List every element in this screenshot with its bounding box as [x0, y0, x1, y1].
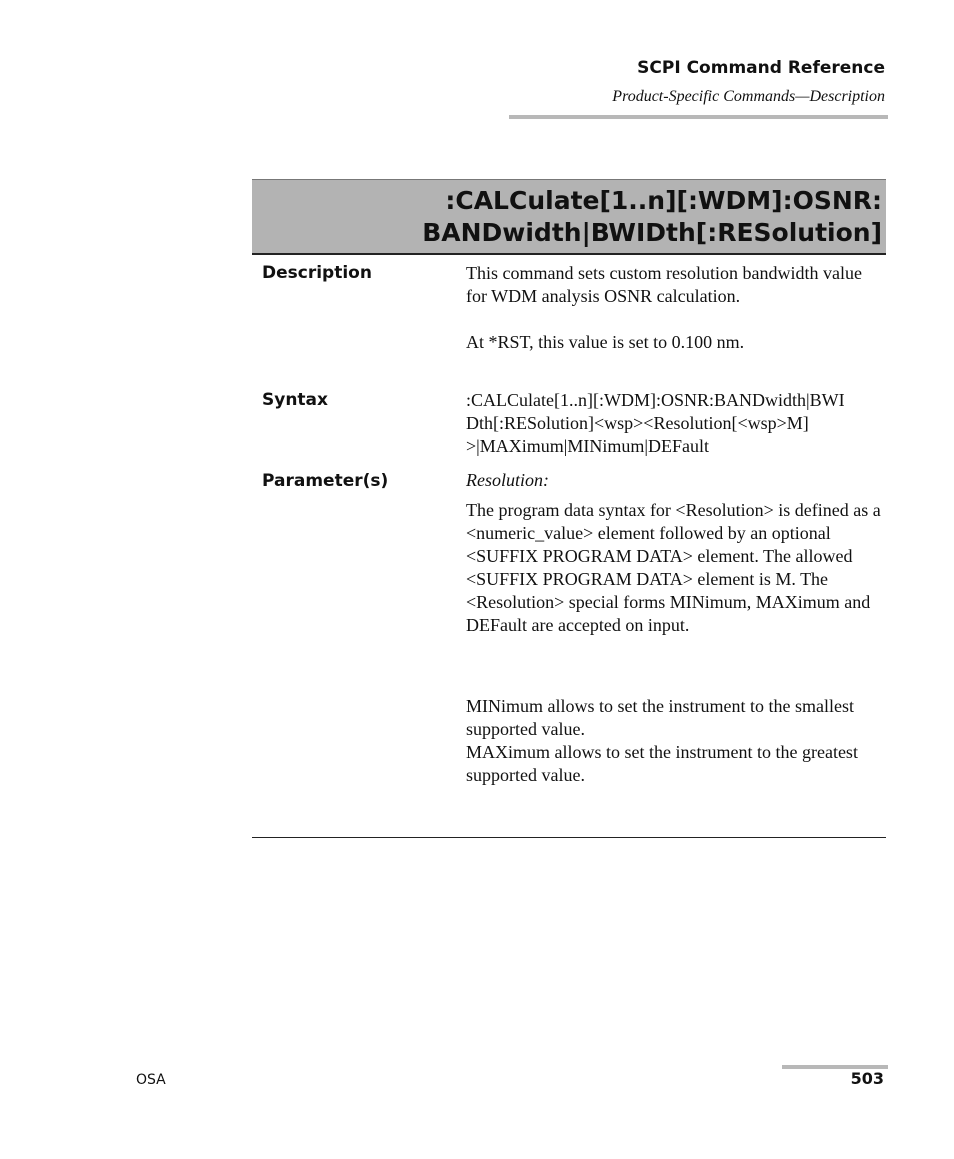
running-head-subtitle: Product-Specific Commands—Description	[612, 88, 885, 105]
parameter-description: The program data syntax for <Resolution> is defined as a <numeric_value> element followed by an optional <SUFFIX PROGRAM DATA> element. The allowed <SUFFIX PROGRAM DATA> element is M. The <Resolution> special forms MINimum, MAXimum and DEFault are accepted on input.	[466, 500, 881, 635]
command-title-banner	[252, 179, 886, 255]
footer-product: OSA	[136, 1072, 166, 1088]
parameters-label: Parameter(s)	[262, 471, 389, 491]
syntax-line-3: >|MAXimum|MINimum|DEFault	[466, 436, 709, 456]
syntax-label: Syntax	[262, 390, 328, 410]
syntax-line-1: :CALCulate[1..n][:WDM]:OSNR:BANDwidth|BWI	[466, 390, 845, 410]
rst-note: At *RST, this value is set to 0.100 nm.	[466, 332, 745, 352]
syntax-body	[466, 389, 886, 458]
command-title-line-1: :CALCulate[1..n][:WDM]:OSNR:	[445, 186, 882, 215]
parameter-name: Resolution:	[466, 470, 549, 490]
running-head-title: SCPI Command Reference	[637, 58, 885, 78]
description-label: Description	[262, 263, 372, 283]
running-head	[612, 56, 885, 109]
description-paragraph: This command sets custom resolution bandwidth value for WDM analysis OSNR calculation.	[466, 263, 862, 306]
minimum-note: MINimum allows to set the instrument to the smallest supported value.	[466, 696, 854, 739]
parameters-body	[466, 469, 886, 787]
syntax-line-2: Dth[:RESolution]<wsp><Resolution[<wsp>M]	[466, 413, 809, 433]
maximum-note: MAXimum allows to set the instrument to the greatest supported value.	[466, 742, 858, 785]
header-rule	[509, 115, 888, 119]
command-title-line-2: BANDwidth|BWIDth[:RESolution]	[422, 218, 882, 247]
table-bottom-rule	[252, 837, 886, 838]
description-body	[466, 262, 886, 354]
page-number: 503	[850, 1069, 884, 1088]
